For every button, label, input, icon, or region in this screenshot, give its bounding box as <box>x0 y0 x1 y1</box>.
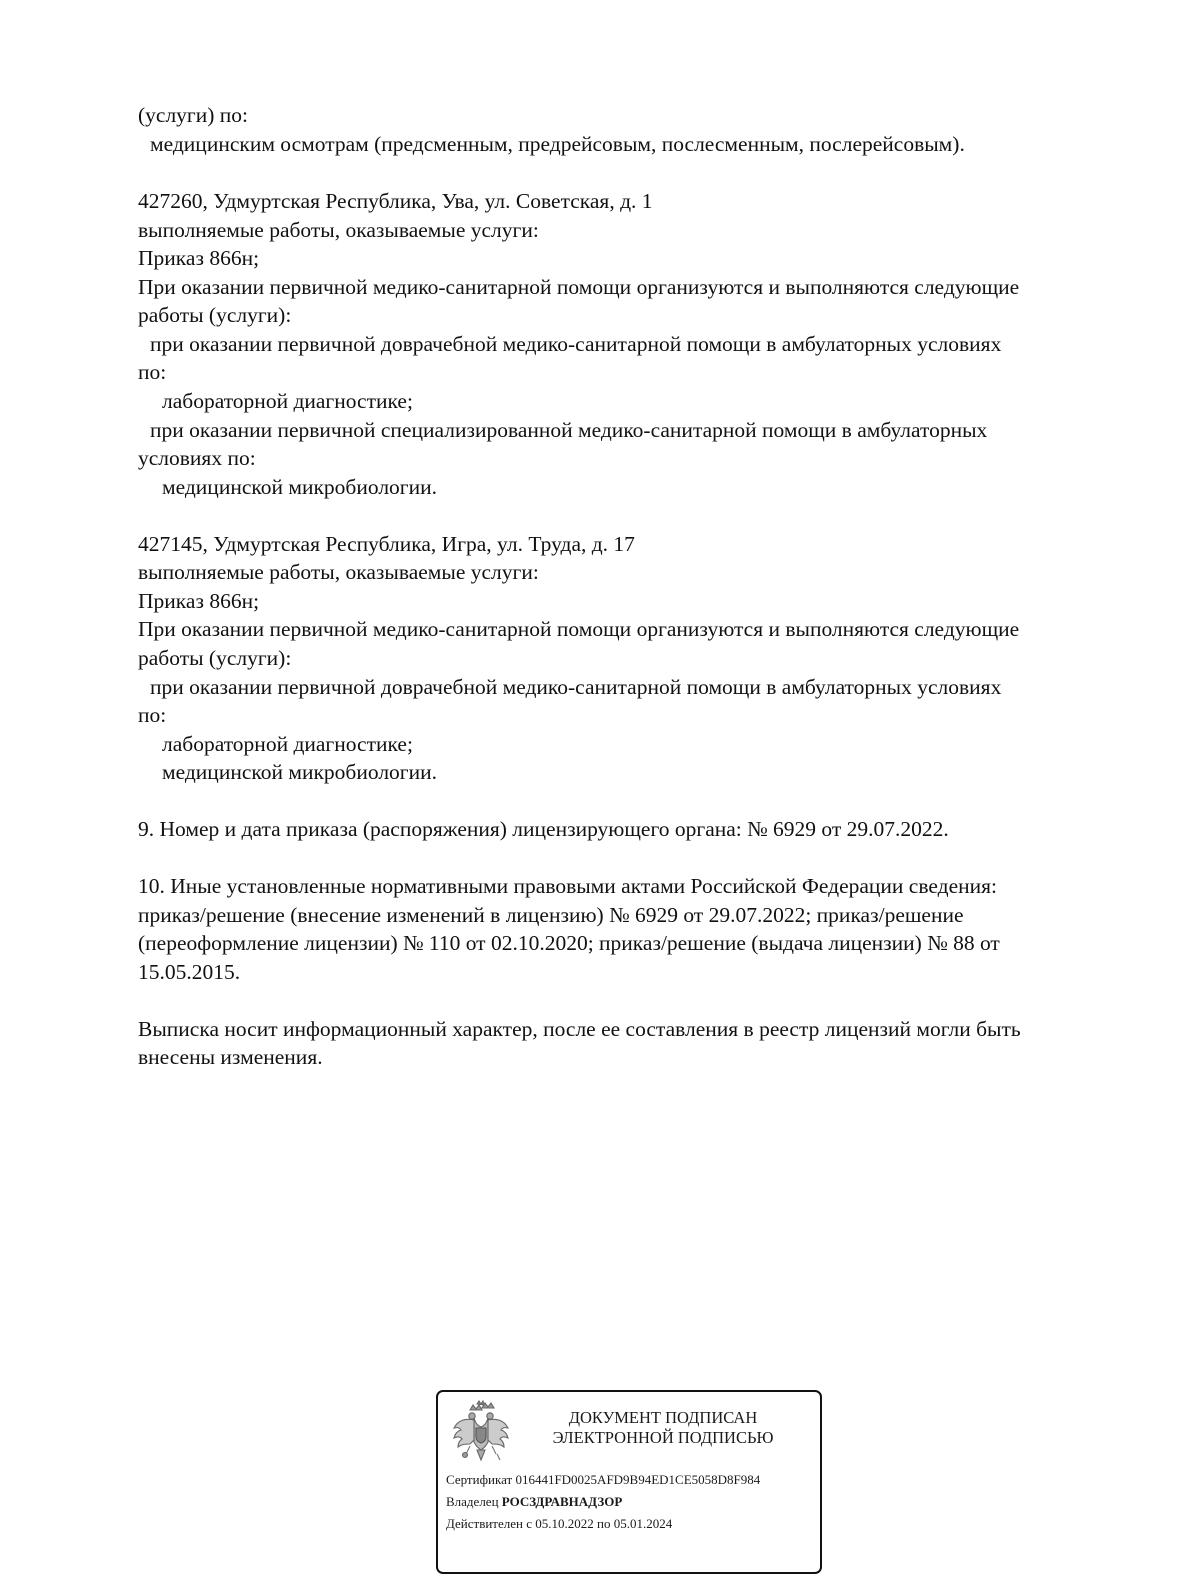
text-line: Приказ 866н; <box>138 589 260 613</box>
text-line: выполняемые работы, оказываемые услуги: <box>138 560 539 584</box>
text-line: 15.05.2015. <box>138 960 241 984</box>
text-line: При оказании первичной медико-санитарной помощи организуются и выполняются следующие <box>138 275 1020 299</box>
owner-row <box>446 1494 622 1510</box>
text-line: лабораторной диагностике; <box>162 389 413 413</box>
certificate-row <box>446 1472 760 1488</box>
text-line: при оказании первичной специализированной медико-санитарной помощи в амбулаторных <box>150 418 988 442</box>
text-line: (услуги) по: <box>138 103 249 127</box>
coat-of-arms-icon <box>448 1400 514 1468</box>
owner-value: РОСЗДРАВНАДЗОР <box>501 1494 623 1509</box>
certificate-label: Сертификат <box>446 1472 513 1487</box>
text-line: по: <box>138 360 167 384</box>
text-line: работы (услуги): <box>138 303 292 327</box>
text-line: по: <box>138 703 167 727</box>
text-line: медицинским осмотрам (предсменным, предрейсовым, послесменным, послерейсовым). <box>150 132 965 156</box>
validity-row: Действителен с 05.10.2022 по 05.01.2024 <box>446 1516 673 1531</box>
text-line: Приказ 866н; <box>138 246 260 270</box>
stamp-title-line1: ДОКУМЕНТ ПОДПИСАН <box>568 1408 758 1427</box>
text-line: при оказании первичной доврачебной медико-санитарной помощи в амбулаторных условиях <box>150 675 1002 699</box>
address-line: 427145, Удмуртская Республика, Игра, ул. Труда, д. 17 <box>138 532 635 556</box>
text-line: медицинской микробиологии. <box>162 475 438 499</box>
text-line: выполняемые работы, оказываемые услуги: <box>138 218 539 242</box>
text-line: лабораторной диагностике; <box>162 732 413 756</box>
text-line: При оказании первичной медико-санитарной помощи организуются и выполняются следующие <box>138 617 1020 641</box>
electronic-signature-stamp <box>436 1390 822 1574</box>
text-line: приказ/решение (внесение изменений в лицензию) № 6929 от 29.07.2022; приказ/решение <box>138 903 964 927</box>
text-line: медицинской микробиологии. <box>162 760 438 784</box>
order-number-line: 9. Номер и дата приказа (распоряжения) лицензирующего органа: № 6929 от 29.07.2022. <box>138 817 949 841</box>
text-line: работы (услуги): <box>138 646 292 670</box>
address-line: 427260, Удмуртская Республика, Ува, ул. Советская, д. 1 <box>138 189 653 213</box>
disclaimer-line: внесены изменения. <box>138 1045 323 1069</box>
disclaimer-line: Выписка носит информационный характер, после ее составления в реестр лицензий могли быть <box>138 1017 1021 1041</box>
owner-label: Владелец <box>446 1494 499 1509</box>
stamp-title-line2: ЭЛЕКТРОННОЙ ПОДПИСЬЮ <box>552 1428 774 1447</box>
text-line: 10. Иные установленные нормативными правовыми актами Российской Федерации сведения: <box>138 874 997 898</box>
text-line: условиях по: <box>138 446 256 470</box>
text-line: (переоформление лицензии) № 110 от 02.10.2020; приказ/решение (выдача лицензии) № 88 от <box>138 931 1000 955</box>
text-line: при оказании первичной доврачебной медико-санитарной помощи в амбулаторных условиях <box>150 332 1002 356</box>
certificate-value: 016441FD0025AFD9B94ED1CE5058D8F984 <box>515 1472 761 1487</box>
